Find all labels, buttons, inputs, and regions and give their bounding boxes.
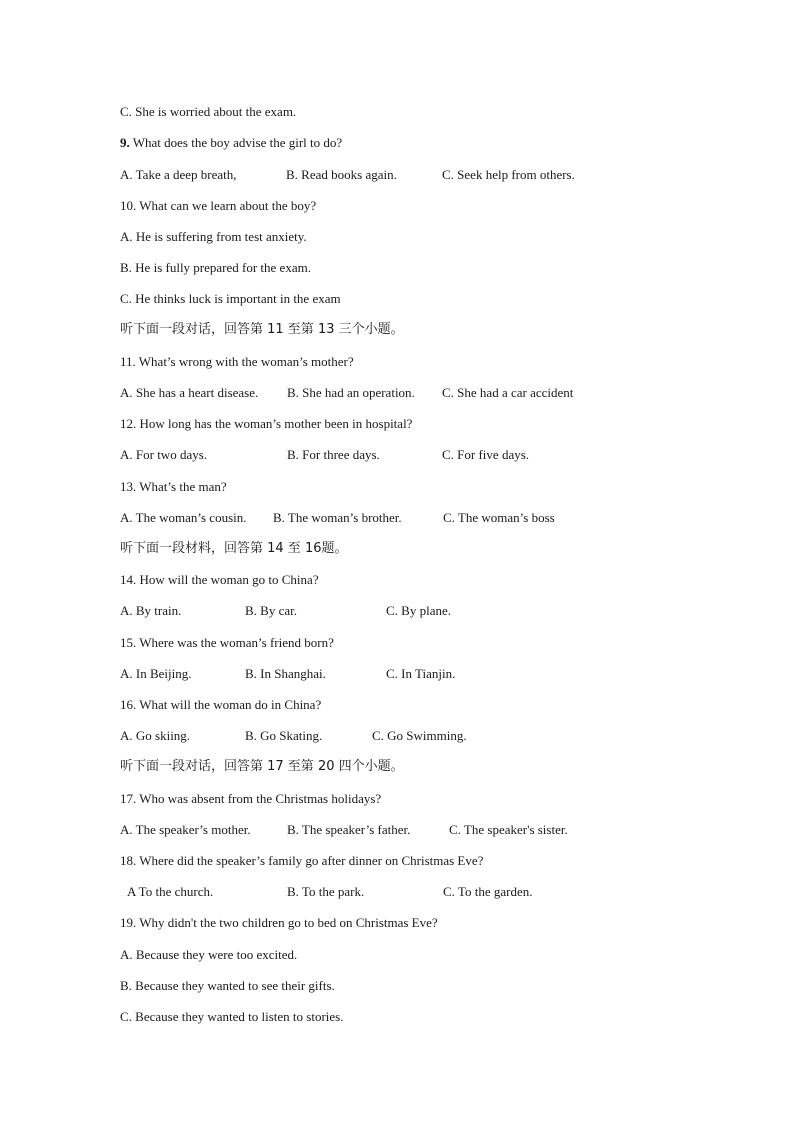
- option-c: C. For five days.: [442, 447, 530, 462]
- section-text: 听下面一段对话，回答第 17 至第 20 四个小题。: [120, 759, 404, 774]
- question-18: [120, 851, 483, 871]
- option-text: B. He is fully prepared for the exam.: [120, 260, 311, 275]
- question-text: What does the boy advise the girl to do?: [129, 135, 343, 150]
- section-instruction: [120, 320, 404, 340]
- option-a: A. Take a deep breath,: [120, 167, 237, 182]
- option-b: B. For three days.: [287, 447, 380, 462]
- question-14: [120, 570, 319, 590]
- option-c: C. In Tianjin.: [386, 666, 456, 681]
- option-a: A. In Beijing.: [120, 666, 192, 681]
- question-text: 17. Who was absent from the Christmas holidays?: [120, 791, 382, 806]
- question-text: 15. Where was the woman’s friend born?: [120, 635, 334, 650]
- option-b: B. By car.: [245, 603, 297, 618]
- question-text: 12. How long has the woman’s mother been in hospital?: [120, 416, 413, 431]
- option-text: C. Because they wanted to listen to stories.: [120, 1009, 344, 1024]
- option-text: B. Because they wanted to see their gifts.: [120, 978, 335, 993]
- section-instruction: [120, 539, 347, 559]
- option-text: C. He thinks luck is important in the exam: [120, 291, 341, 306]
- section-text: 听下面一段对话，回答第 11 至第 13 三个小题。: [120, 322, 404, 337]
- option-a: A. By train.: [120, 603, 182, 618]
- question-number: 9.: [120, 135, 130, 150]
- option-b: B. In Shanghai.: [245, 666, 326, 681]
- option-b: B. The speaker’s father.: [287, 822, 411, 837]
- option-a: A. For two days.: [120, 447, 208, 462]
- question-12: [120, 414, 412, 434]
- option-a: A. She has a heart disease.: [120, 385, 259, 400]
- option-text: C. She is worried about the exam.: [120, 104, 297, 119]
- option-c: C. The speaker's sister.: [449, 822, 568, 837]
- question-9: [120, 133, 342, 153]
- section-text: 听下面一段材料，回答第 14 至 16题。: [120, 541, 348, 556]
- option-b: B. Go Skating.: [245, 728, 323, 743]
- question-text: 14. How will the woman go to China?: [120, 572, 319, 587]
- option-c: C. She had a car accident: [442, 385, 574, 400]
- question-11: [120, 352, 354, 372]
- option-c: C. By plane.: [386, 603, 451, 618]
- option-a: A To the church.: [127, 884, 214, 899]
- option-a: A. Go skiing.: [120, 728, 191, 743]
- question-17: [120, 789, 381, 809]
- question-text: 13. What’s the man?: [120, 479, 227, 494]
- option-c: C. Seek help from others.: [442, 167, 575, 182]
- question-text: 16. What will the woman do in China?: [120, 697, 322, 712]
- option-line: [120, 258, 311, 278]
- option-text: A. Because they were too excited.: [120, 947, 298, 962]
- option-b: B. She had an operation.: [287, 385, 415, 400]
- option-line: [120, 1007, 343, 1027]
- option-c: C. To the garden.: [443, 884, 533, 899]
- option-line: [120, 945, 297, 965]
- question-text: 18. Where did the speaker’s family go after dinner on Christmas Eve?: [120, 853, 484, 868]
- option-text: A. He is suffering from test anxiety.: [120, 229, 307, 244]
- option-b: B. Read books again.: [286, 167, 397, 182]
- question-19: [120, 913, 438, 933]
- section-instruction: [120, 757, 404, 777]
- question-13: [120, 477, 227, 497]
- option-a: A. The woman’s cousin.: [120, 510, 247, 525]
- question-text: 19. Why didn't the two children go to bed on Christmas Eve?: [120, 915, 438, 930]
- question-10: [120, 196, 316, 216]
- option-line: [120, 976, 335, 996]
- option-b: B. The woman’s brother.: [273, 510, 402, 525]
- question-text: 11. What’s wrong with the woman’s mother?: [120, 354, 354, 369]
- option-c: C. Go Swimming.: [372, 728, 467, 743]
- option-line: [120, 289, 341, 309]
- option-a: A. The speaker’s mother.: [120, 822, 251, 837]
- question-16: [120, 695, 321, 715]
- option-line: [120, 102, 296, 122]
- option-b: B. To the park.: [287, 884, 365, 899]
- option-c: C. The woman’s boss: [443, 510, 555, 525]
- question-text: 10. What can we learn about the boy?: [120, 198, 317, 213]
- option-line: [120, 227, 307, 247]
- question-15: [120, 633, 334, 653]
